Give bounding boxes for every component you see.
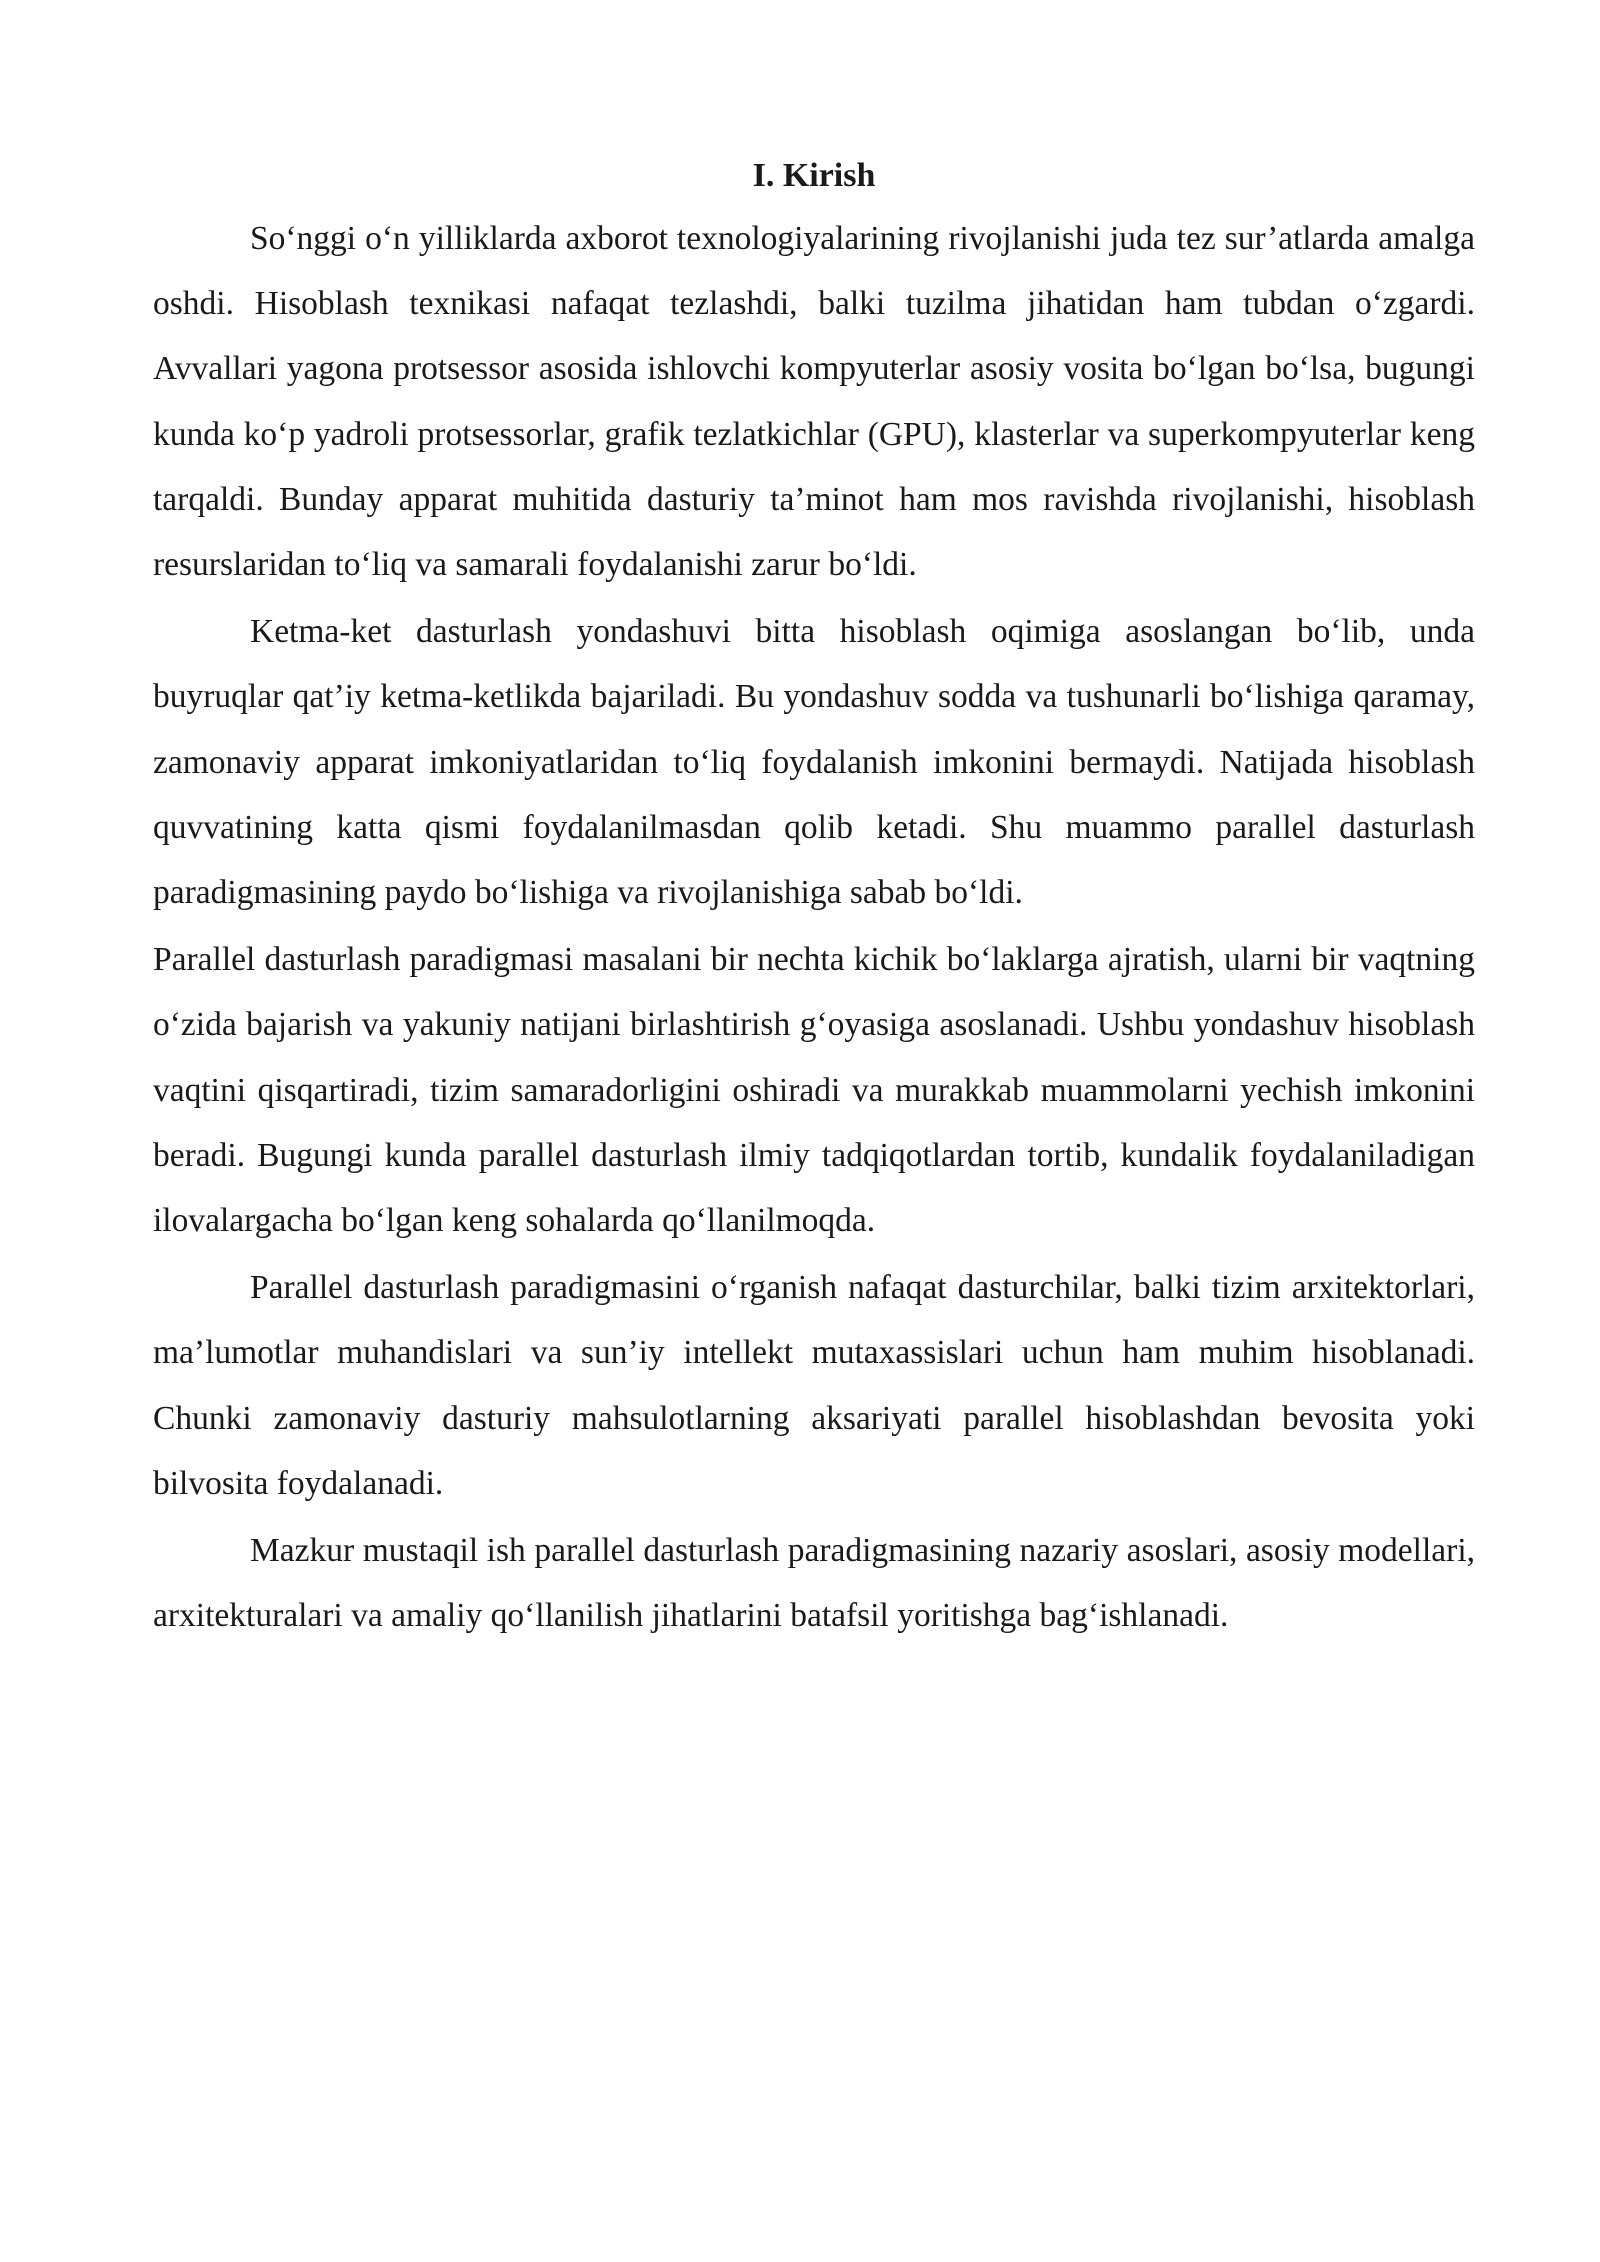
paragraph-5: Mazkur mustaqil ish parallel dasturlash paradigmasining nazariy asoslari, asosiy modellari, arxitekturalari va amaliy qo‘llanilish jihatlarini batafsil yoritishga bag‘ishlanadi. (153, 1532, 1475, 1635)
document-body (153, 148, 1475, 1650)
paragraph-1: So‘nggi o‘n yilliklarda axborot texnologiyalarining rivojlanishi juda tez sur’atlarda amalga oshdi. Hisoblash texnikasi nafaqat tezlashdi, balki tuzilma jihatidan ham tubdan o‘zgardi. Avvallari yagona protsessor asosida ishlovchi kompyuterlar asosiy vosita bo‘lgan bo‘lsa, bugungi kunda ko‘p yadroli protsessorlar, grafik tezlatkichlar (GPU), klasterlar va superkompyuterlar keng tarqaldi. Bunday apparat muhitida dasturiy ta’minot ham mos ravishda rivojlanishi, hisoblash resurslaridan to‘liq va samarali foydalanishi zarur bo‘ldi. (153, 220, 1475, 584)
paragraph-3: Parallel dasturlash paradigmasi masalani bir nechta kichik bo‘laklarga ajratish, ularni bir vaqtning o‘zida bajarish va yakuniy natijani birlashtirish g‘oyasiga asoslanadi. Ushbu yondashuv hisoblash vaqtini qisqartiradi, tizim samaradorligini oshiradi va murakkab muammolarni yechish imkonini beradi. Bugungi kunda parallel dasturlash ilmiy tadqiqotlardan tortib, kundalik foydalaniladigan ilovalargacha bo‘lgan keng sohalarda qo‘llanilmoqda. (153, 941, 1475, 1240)
section-heading: I. Kirish (752, 157, 876, 194)
paragraph-2: Ketma-ket dasturlash yondashuvi bitta hisoblash oqimiga asoslangan bo‘lib, unda buyruqlar qat’iy ketma-ketlikda bajariladi. Bu yondashuv sodda va tushunarli bo‘lishiga qaramay, zamonaviy apparat imkoniyatlaridan to‘liq foydalanish imkonini bermaydi. Natijada hisoblash quvvatining katta qismi foydalanilmasdan qolib ketadi. Shu muammo parallel dasturlash paradigmasining paydo bo‘lishiga va rivojlanishiga sabab bo‘ldi. (153, 613, 1475, 912)
paragraph-4: Parallel dasturlash paradigmasini o‘rganish nafaqat dasturchilar, balki tizim arxitektorlari, ma’lumotlar muhandislari va sun’iy intellekt mutaxassislari uchun ham muhim hisoblanadi. Chunki zamonaviy dasturiy mahsulotlarning aksariyati parallel hisoblashdan bevosita yoki bilvosita foydalanadi. (153, 1269, 1475, 1502)
